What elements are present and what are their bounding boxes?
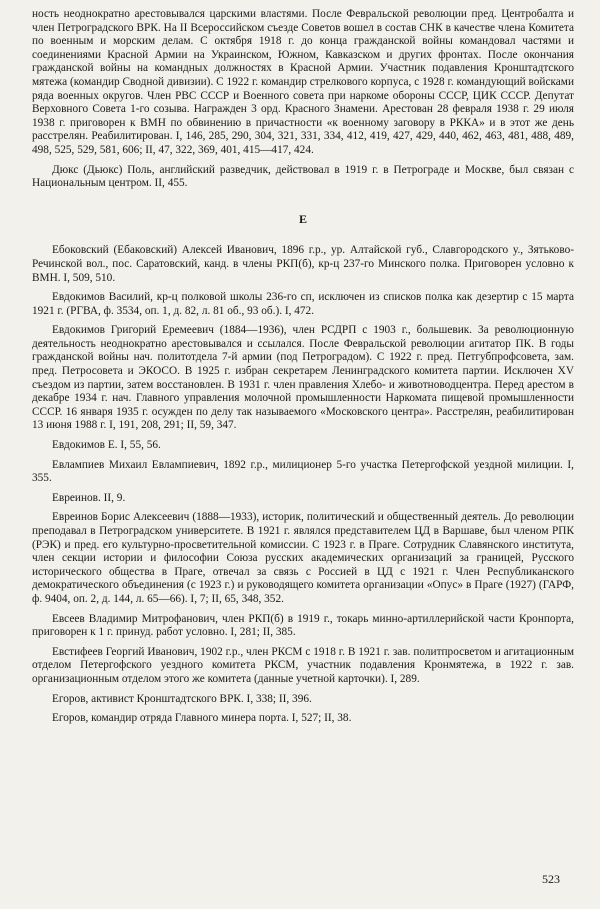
entry-evdokimov-grigory: Евдокимов Григорий Еремеевич (1884—1936), член РСДРП с 1903 г., большевик. За революционную деятельность неоднократно арестовывался и ссылался. После Февральской революции агитатор ПК. В годы гражданской войны нач. политотдела 7-й армии (под Петроградом). С 1922 г. пред. Петгубпрофсовета, зам. пред. Петросовета и ЭКОСО. В 1925 г. избран секретарем Ленинградского комитета партии. Исключен XV съездом из партии, затем восстановлен. В 1931 г. член правления Хлебо- и животноводцентра. Перед арестом в декабре 1934 г. нач. Главного управления молочной промышленности Наркомата пищевой промышленности СССР. 16 января 1935 г. осужден по делу так называемого «Московского центра». Расстрелян, реабилитирован 13 июня 1988 г. I, 191, 208, 291; II, 59, 347. (32, 324, 574, 432)
entry-evreinov: Евреинов. II, 9. (52, 491, 126, 504)
entry-evseev: Евсеев Владимир Митрофанович, член РКП(б) в 1919 г., токарь минно-артиллерийской части Кронпорта, приговорен к 1 г. принуд. работ условно. I, 281; II, 385. (32, 612, 574, 639)
entry-evlampiev: Евлампиев Михаил Евлампиевич, 1892 г.р., милиционер 5-го участка Петергофской уездной милиции. I, 355. (32, 458, 574, 485)
entry-evdokimov-e: Евдокимов Е. I, 55, 56. (52, 439, 161, 452)
entry-continuation: ность неоднократно арестовывался царскими властями. После Февральской революции пред. Центробалта и член Петроградского ВРК. На II Всероссийском съезде Советов вошел в состав СНК в качестве члена Комитета по военным и морским делам. С октября 1918 г. до конца гражданской войны командовал частями и соединениями Красной Армии на Украинском, Южном, Кавказском и других фронтах. После окончания гражданской войны на командных должностях в Красной Армии. Участник подавления Кронштадтского мятежа (командир Сводной дивизии). С 1922 г. командир стрелкового корпуса, с 1928 г. командующий войсками ряда военных округов. Член РВС СССР и Военного совета при наркоме обороны СССР, ЦИК СССР. Депутат Верховного Совета 1-го созыва. Награжден 3 орд. Красного Знамени. Арестован 28 февраля 1938 г. 29 июля 1938 г. приговорен к ВМН по обвинению в причастности «к военному заговору в РККА» и в этот же день расстрелян. Реабилитирован. I, 146, 285, 290, 304, 321, 331, 334, 412, 419, 427, 429, 440, 462, 463, 481, 488, 489, 498, 525, 529, 581, 606; II, 47, 322, 369, 401, 415—417, 424. (32, 8, 574, 156)
entry-egorov-activist: Егоров, активист Кронштадтского ВРК. I, 338; II, 396. (52, 692, 312, 705)
text-column (32, 8, 574, 732)
entry-dyuks: Дюкс (Дьюкс) Поль, английский разведчик, действовал в 1919 г. в Петрограде и Москве, был связан с Национальным центром. II, 455. (32, 163, 574, 190)
page-number: 523 (542, 872, 560, 886)
entry-evreinov-boris: Евреинов Борис Алексеевич (1888—1933), историк, политический и общественный деятель. До революции преподавал в Петроградском университете. В 1921 г. являлся представителем ЦД в Варшаве, был членом РПК (РЭК) и пред. его культурно-просветительной комиссии. С 1923 г. в Праге. Сотрудник Славянского института, член секции истории и философии Союза русских академических организаций за границей, Русского исторического общества в Праге, отвечал за связь с Россией в ЦД с 1921 г. Член Республиканского демократического объединения (с 1923 г.) и руководящего комитета организации «Опус» в Праге (1927) (ГАРФ, ф. 9404, оп. 2, д. 144, л. 65—66). I, 7; II, 65, 348, 352. (32, 511, 574, 605)
section-letter-heading: Е (298, 211, 307, 226)
entry-ebokovsky: Ебоковский (Ебаковский) Алексей Иванович, 1896 г.р., ур. Алтайской губ., Славгородского у., Зятьково-Речинской вол., пос. Саратовский, канд. в члены РКП(б), кр-ц 237-го Минского полка. Приговорен условно к ВМН. I, 509, 510. (32, 244, 574, 284)
entry-evdokimov-vasily: Евдокимов Василий, кр-ц полковой школы 236-го сп, исключен из списков полка как дезертир с 15 марта 1921 г. (РГВА, ф. 3534, оп. 1, д. 82, л. 81 об., 93 об.). I, 472. (32, 291, 574, 317)
entry-egorov-commander: Егоров, командир отряда Главного минера порта. I, 527; II, 38. (52, 712, 352, 725)
entry-evstifeev: Евстифеев Георгий Иванович, 1902 г.р., член РКСМ с 1918 г. В 1921 г. зав. политпросветом и агитационным отделом Петергофского уездного комитета РКСМ, участник подавления Кронмятежа, в 1922 г. зав. организационным отделом этого же комитета (данные учетной карточки). I, 289. (32, 645, 574, 685)
